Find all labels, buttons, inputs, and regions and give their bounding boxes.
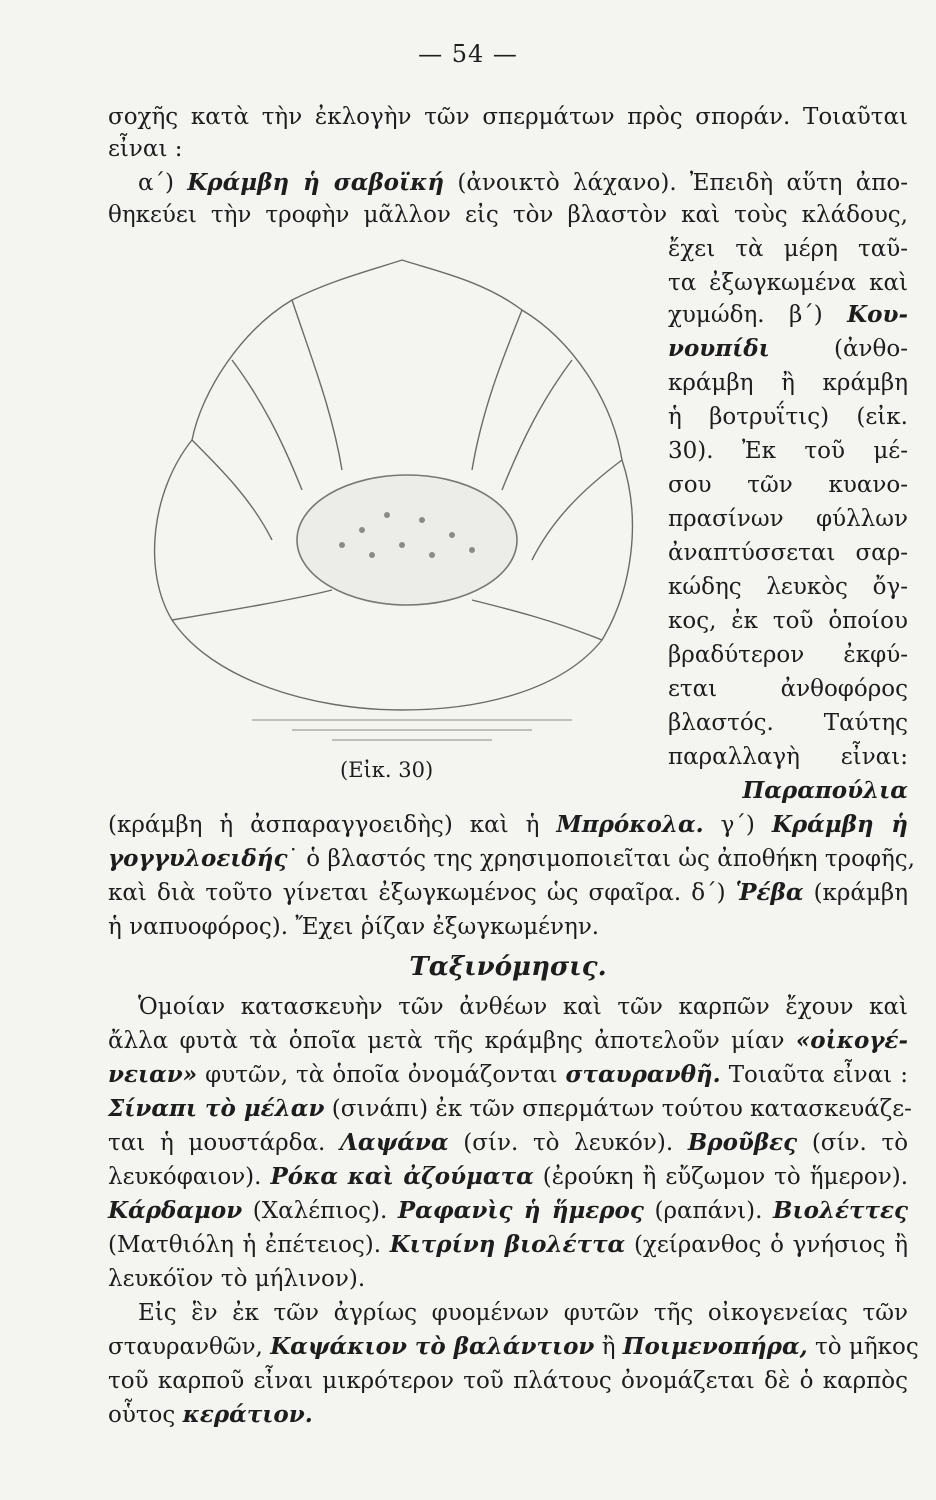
text-line: τα ἐξωγκωμένα καὶ xyxy=(668,270,908,296)
text-line: εται ἀνθοφόρος xyxy=(668,676,908,702)
text-line: (Ματθιόλη ἡ ἐπέτειος). Κιτρίνη βιολέττα (χείρανθος ὁ γνήσιος ἢ xyxy=(108,1231,908,1258)
text-line: ἀναπτύσσεται σαρ- xyxy=(668,540,908,566)
text-line: Κάρδαμον (Χαλέπιος). Ραφανὶς ἡ ἥμερος (ραπάνι). Βιολέττες xyxy=(108,1197,908,1224)
text-line: λευκόφαιον). Ρόκα καὶ ἀζούματα (ἐρούκη ἢ εὔζωμον τὸ ἥμερον). xyxy=(108,1163,909,1190)
text-line: σταυρανθῶν, Καψάκιον τὸ βαλάντιον ἢ Ποιμενοπήρα, τὸ μῆκος xyxy=(108,1333,919,1360)
section-heading: Ταξινόμησις. xyxy=(409,952,607,982)
text-line: ται ἡ μουστάρδα. Λαψάνα (σίν. τὸ λευκόν). Βροῦβες (σίν. τὸ xyxy=(108,1129,909,1156)
text-line: γογγυλοειδής˙ ὁ βλαστός της χρησιμοποιεῖται ὡς ἀποθήκη τροφῆς, xyxy=(108,845,915,872)
text-line: παραλλαγὴ εἶναι: xyxy=(668,744,908,770)
text-line: οὗτος κεράτιον. xyxy=(108,1401,313,1428)
text-line: ἡ βοτρυΐτις) (εἰκ. xyxy=(668,404,908,430)
text-line: κος, ἐκ τοῦ ὁποίου xyxy=(668,608,908,634)
text-line: καὶ διὰ τοῦτο γίνεται ἐξωγκωμένος ὡς σφαῖρα. δ΄) Ῥέβα (κράμβη xyxy=(108,879,908,906)
text-line: Σίναπι τὸ μέλαν (σινάπι) ἐκ τῶν σπερμάτων τούτου κατασκευάζε- xyxy=(108,1095,912,1122)
text-line: Εἰς ἓν ἐκ τῶν ἀγρίως φυομένων φυτῶν τῆς οἰκογενείας τῶν xyxy=(138,1300,908,1326)
text-line: ἔχει τὰ μέρη ταῦ- xyxy=(668,236,908,262)
text-line: λευκόϊον τὸ μήλινον). xyxy=(108,1266,366,1292)
text-line: νειαν» φυτῶν, τὰ ὁποῖα ὀνομάζονται σταυρανθῆ. Τοιαῦτα εἶναι : xyxy=(108,1061,908,1088)
text-line: χυμώδη. β΄) Κου- xyxy=(668,301,909,328)
text-line: 30). Ἐκ τοῦ μέ- xyxy=(668,438,908,464)
page-number: — 54 — xyxy=(418,40,518,68)
cauliflower-illustration xyxy=(132,240,672,760)
text-line: σοχῆς κατὰ τὴν ἐκλογὴν τῶν σπερμάτων πρὸς σποράν. Τοιαῦται xyxy=(108,104,908,130)
text-line: ἡ ναπυοφόρος). Ἔχει ῥίζαν ἐξωγκωμένην. xyxy=(108,914,600,940)
text-line: εἶναι : xyxy=(108,136,183,162)
text-line: τοῦ καρποῦ εἶναι μικρότερον τοῦ πλάτους ὀνομάζεται δὲ ὁ καρπὸς xyxy=(108,1368,908,1394)
text-line: νουπίδι (ἀνθο- xyxy=(668,335,908,362)
text-line: κώδης λευκὸς ὄγ- xyxy=(668,574,908,600)
text-line: πρασίνων φύλλων xyxy=(668,506,908,532)
figure-caption: (Εἰκ. 30) xyxy=(340,758,434,782)
text-line: Ὁμοίαν κατασκευὴν τῶν ἀνθέων καὶ τῶν καρπῶν ἔχουν καὶ xyxy=(138,994,908,1020)
text-line: (κράμβη ἡ ἀσπαραγγοειδὴς) καὶ ἡ Μπρόκολα. γ΄) Κράμβη ἡ xyxy=(108,811,909,838)
text-line: Παραπούλια xyxy=(742,777,908,804)
text-line: σου τῶν κυανο- xyxy=(668,472,908,498)
text-line: ἄλλα φυτὰ τὰ ὁποῖα μετὰ τῆς κράμβης ἀποτελοῦν μίαν «οἰκογέ- xyxy=(108,1027,909,1054)
text-line: θηκεύει τὴν τροφὴν μᾶλλον εἰς τὸν βλαστὸν καὶ τοὺς κλάδους, xyxy=(108,202,908,228)
text-line: βλαστός. Ταύτης xyxy=(668,710,908,736)
text-line: βραδύτερον ἐκφύ- xyxy=(668,642,908,668)
text-line: α΄) Κράμβη ἡ σαβοϊκή (ἀνοικτὸ λάχανο). Ἐπειδὴ αὕτη ἀπο- xyxy=(138,169,908,196)
text-line: κράμβη ἢ κράμβη xyxy=(668,370,908,396)
